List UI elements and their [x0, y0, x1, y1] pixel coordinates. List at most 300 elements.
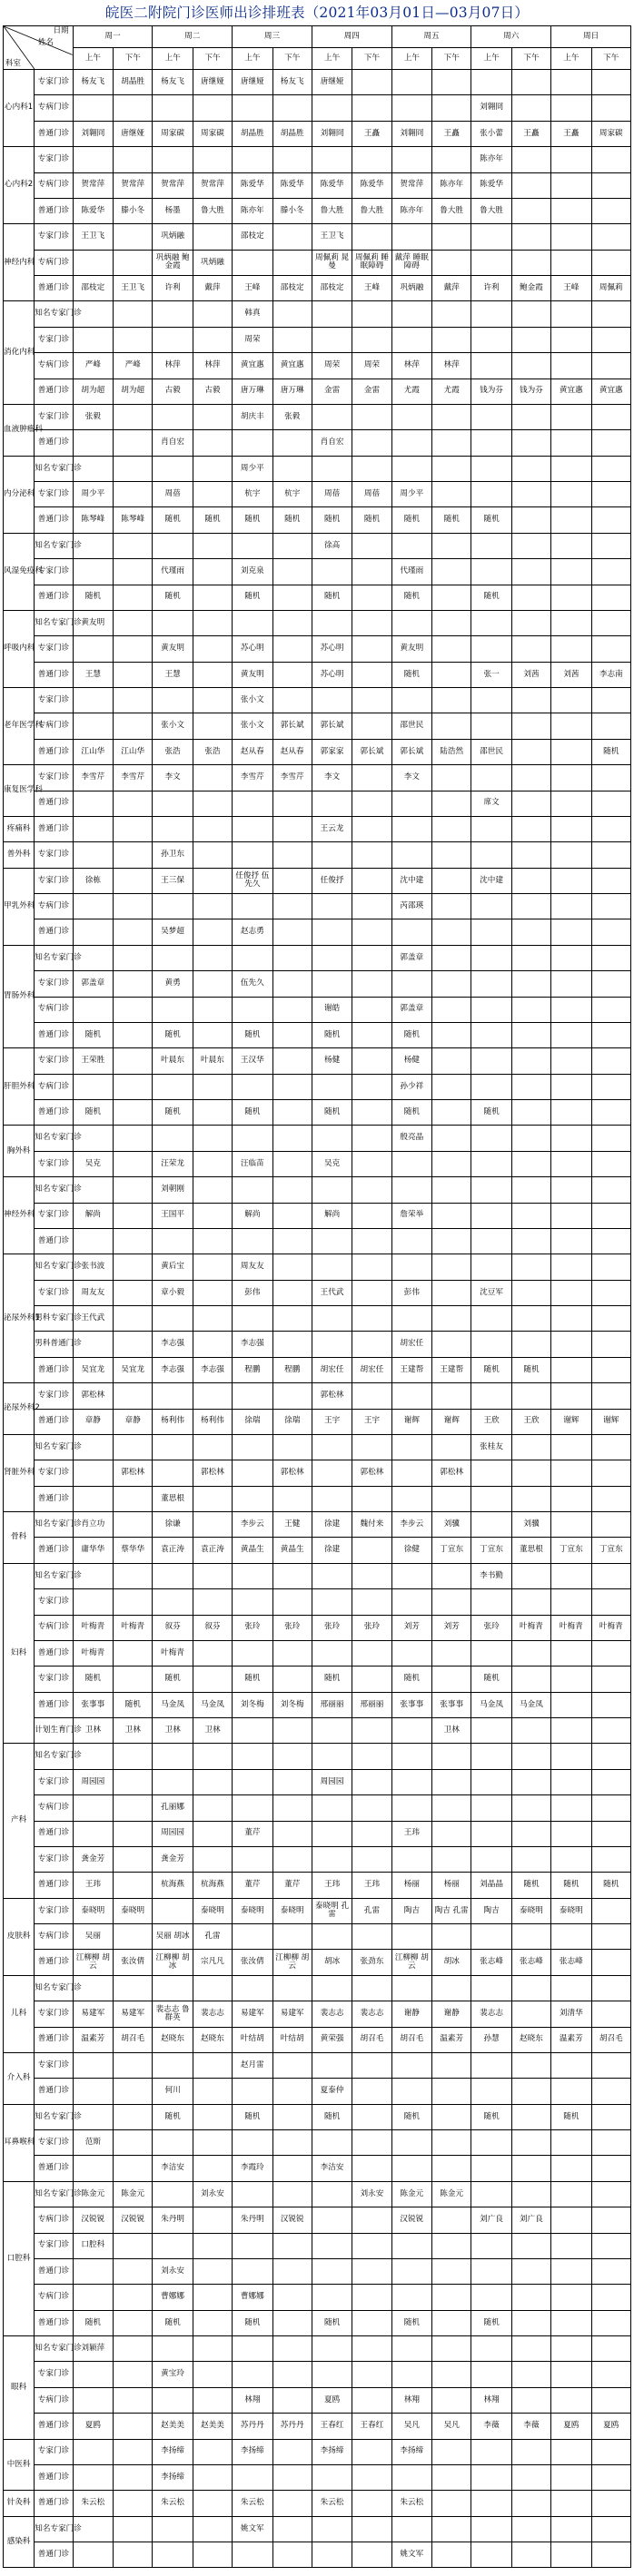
table-row: [4, 1383, 631, 1409]
doctor-cell: [432, 1022, 471, 1047]
doctor-cell: [272, 662, 312, 687]
doctor-cell: [511, 1718, 550, 1744]
doctor-cell: 陈琴峰: [73, 507, 113, 533]
doctor-cell: 吴凡: [391, 2414, 431, 2439]
doctor-cell: [511, 688, 550, 713]
doctor-cell: 叶晨东: [153, 1048, 193, 1074]
doctor-cell: [114, 2362, 153, 2387]
doctor-cell: [391, 2464, 431, 2490]
doctor-cell: 苏丹丹: [272, 2414, 312, 2439]
doctor-cell: [272, 1846, 312, 1872]
doctor-cell: [193, 2362, 232, 2387]
doctor-cell: [551, 353, 591, 379]
doctor-cell: 随机: [391, 662, 431, 687]
doctor-cell: [114, 791, 153, 816]
doctor-cell: [591, 2491, 630, 2516]
doctor-cell: [193, 2464, 232, 2490]
doctor-cell: 金雷: [352, 379, 391, 404]
day-header: 周三: [233, 26, 312, 48]
doctor-cell: [432, 1486, 471, 1511]
table-row: [4, 250, 631, 275]
doctor-cell: [391, 2233, 431, 2258]
doctor-cell: 随机: [193, 507, 232, 533]
doctor-cell: [471, 456, 511, 481]
doctor-cell: [511, 1924, 550, 1950]
clinic-type-cell: 普通门诊: [35, 919, 73, 945]
table-row: [4, 301, 631, 327]
doctor-cell: 钱为芬: [471, 379, 511, 404]
doctor-cell: 马金凤: [471, 1692, 511, 1717]
doctor-cell: 随机: [73, 1100, 113, 1126]
table-row: [4, 1512, 631, 1538]
doctor-cell: 刘永安: [352, 2181, 391, 2207]
table-row: [4, 1306, 631, 1332]
doctor-cell: [511, 1100, 550, 1126]
doctor-cell: [272, 1280, 312, 1305]
doctor-cell: [591, 1022, 630, 1047]
doctor-cell: 郭盖章: [391, 945, 431, 970]
doctor-cell: 张浩: [193, 739, 232, 764]
doctor-cell: [193, 816, 232, 841]
doctor-cell: 贺常萍: [73, 172, 113, 198]
doctor-cell: [391, 1151, 431, 1176]
doctor-cell: [591, 816, 630, 841]
doctor-cell: 姚文军: [391, 2542, 431, 2568]
doctor-cell: [551, 2079, 591, 2104]
doctor-cell: 胡召毛: [352, 2027, 391, 2052]
doctor-cell: [352, 688, 391, 713]
clinic-type-cell: 专家门诊: [35, 70, 73, 95]
doctor-cell: [114, 1306, 153, 1332]
table-row: [4, 2542, 631, 2568]
doctor-cell: [391, 147, 431, 172]
doctor-cell: [272, 1769, 312, 1794]
doctor-cell: 郭松林: [312, 1383, 352, 1409]
doctor-cell: [73, 713, 113, 739]
doctor-cell: [153, 2181, 193, 2207]
doctor-cell: 黄宜惠: [272, 353, 312, 379]
table-row: [4, 1769, 631, 1794]
doctor-cell: 叶结胡: [233, 2027, 272, 2052]
doctor-cell: 随机: [312, 1100, 352, 1126]
doctor-cell: [233, 533, 272, 558]
doctor-cell: [511, 2387, 550, 2413]
doctor-cell: [193, 868, 232, 893]
doctor-cell: [272, 327, 312, 352]
doctor-cell: [233, 1769, 272, 1794]
doctor-cell: 刘骥: [511, 1512, 550, 1538]
doctor-cell: 周佩莉 晁曼: [312, 250, 352, 275]
doctor-cell: 张玲: [312, 1615, 352, 1640]
doctor-cell: [352, 456, 391, 481]
doctor-cell: [511, 2233, 550, 2258]
doctor-cell: 蔡华华: [114, 1538, 153, 1563]
doctor-cell: [312, 456, 352, 481]
doctor-cell: [551, 2439, 591, 2464]
doctor-cell: 泰晓明: [114, 1898, 153, 1923]
doctor-cell: 刘朝刚: [153, 1177, 193, 1203]
table-row: [4, 688, 631, 713]
doctor-cell: 胡召毛: [591, 2027, 630, 2052]
doctor-cell: 随机: [591, 1873, 630, 1898]
doctor-cell: [511, 2001, 550, 2027]
clinic-type-cell: 普通门诊: [35, 2079, 73, 2104]
doctor-cell: 肖自宏: [312, 430, 352, 456]
doctor-cell: 杨健: [391, 1048, 431, 1074]
pm-header: 下午: [272, 48, 312, 70]
doctor-cell: 叙芬: [193, 1615, 232, 1640]
doctor-cell: [193, 945, 232, 970]
doctor-cell: 陈亦年: [432, 172, 471, 198]
doctor-cell: [432, 1821, 471, 1846]
clinic-type-cell: 普通门诊: [35, 1357, 73, 1382]
doctor-cell: 王欣: [511, 1409, 550, 1434]
doctor-cell: [551, 1280, 591, 1305]
doctor-cell: [272, 1126, 312, 1151]
doctor-cell: [511, 713, 550, 739]
clinic-type-cell: 普通门诊: [35, 2464, 73, 2490]
doctor-cell: [272, 997, 312, 1022]
doctor-cell: [551, 1074, 591, 1099]
doctor-cell: 温素芳: [432, 2027, 471, 2052]
doctor-cell: [114, 1821, 153, 1846]
table-row: [4, 1873, 631, 1898]
clinic-type-cell: 知名专家门诊: [35, 945, 73, 970]
doctor-cell: 李雪芹: [233, 765, 272, 791]
table-row: [4, 1589, 631, 1615]
doctor-cell: [193, 1846, 232, 1872]
doctor-cell: [391, 1434, 431, 1460]
table-row: [4, 533, 631, 558]
doctor-cell: [312, 791, 352, 816]
doctor-cell: [114, 2079, 153, 2104]
doctor-cell: 江柳柳 胡云: [391, 1950, 431, 1975]
doctor-cell: 陈亦年: [233, 198, 272, 223]
doctor-cell: [352, 1538, 391, 1563]
clinic-type-cell: 专病门诊: [35, 172, 73, 198]
doctor-cell: [153, 610, 193, 635]
clinic-type-cell: 知名专家门诊: [35, 1254, 73, 1280]
doctor-cell: [591, 1100, 630, 1126]
doctor-cell: 邵世民: [471, 739, 511, 764]
doctor-cell: [591, 1950, 630, 1975]
table-row: [4, 945, 631, 970]
doctor-cell: 李步云: [233, 1512, 272, 1538]
doctor-cell: [312, 610, 352, 635]
doctor-cell: [551, 2207, 591, 2233]
doctor-cell: [114, 971, 153, 997]
doctor-cell: [511, 2285, 550, 2310]
clinic-type-cell: 普通门诊: [35, 662, 73, 687]
doctor-cell: [352, 662, 391, 687]
table-row: [4, 2310, 631, 2335]
doctor-cell: 贺常萍: [153, 172, 193, 198]
doctor-cell: [114, 456, 153, 481]
doctor-cell: 林翔: [471, 2387, 511, 2413]
department-cell: 老年医学科: [4, 688, 35, 765]
doctor-cell: 金雷: [312, 379, 352, 404]
department-cell: 风湿免疫科: [4, 533, 35, 610]
doctor-cell: [511, 430, 550, 456]
doctor-cell: 周蓓: [312, 482, 352, 507]
doctor-cell: [73, 2439, 113, 2464]
clinic-type-cell: 男科专家门诊: [35, 1306, 73, 1332]
doctor-cell: 张浩: [153, 739, 193, 764]
department-cell: 心内科1: [4, 70, 35, 147]
doctor-cell: 裴志志: [352, 2001, 391, 2027]
doctor-cell: 周家碳: [591, 121, 630, 146]
doctor-cell: 夏鸥: [312, 2387, 352, 2413]
doctor-cell: [511, 585, 550, 610]
doctor-cell: [193, 636, 232, 662]
doctor-cell: [432, 533, 471, 558]
doctor-cell: 杨利伟: [193, 1409, 232, 1434]
doctor-cell: 张玲: [272, 1615, 312, 1640]
doctor-cell: [391, 301, 431, 327]
department-cell: 呼吸内科: [4, 610, 35, 687]
doctor-cell: [511, 1280, 550, 1305]
doctor-cell: [471, 430, 511, 456]
doctor-cell: [312, 1228, 352, 1254]
doctor-cell: [432, 404, 471, 429]
doctor-cell: 杨健: [312, 1048, 352, 1074]
doctor-cell: [591, 430, 630, 456]
doctor-cell: [432, 2156, 471, 2181]
doctor-cell: [591, 327, 630, 352]
doctor-cell: [352, 791, 391, 816]
clinic-type-cell: 普通门诊: [35, 1873, 73, 1898]
doctor-cell: [551, 816, 591, 841]
doctor-cell: 唐万琳: [233, 379, 272, 404]
doctor-cell: 巩炳融: [193, 250, 232, 275]
table-row: [4, 2439, 631, 2464]
doctor-cell: [73, 1795, 113, 1821]
doctor-cell: 易建军: [114, 2001, 153, 2027]
doctor-cell: [391, 1486, 431, 1511]
doctor-cell: [511, 945, 550, 970]
doctor-cell: 江柳柳 胡云: [73, 1950, 113, 1975]
doctor-cell: [312, 1795, 352, 1821]
doctor-cell: [233, 1074, 272, 1099]
doctor-cell: [114, 1486, 153, 1511]
doctor-cell: 谢皓: [312, 997, 352, 1022]
doctor-cell: [432, 2233, 471, 2258]
doctor-cell: [272, 2310, 312, 2335]
doctor-cell: [591, 1357, 630, 1382]
doctor-cell: 郭松林: [193, 1460, 232, 1486]
doctor-cell: [233, 1640, 272, 1666]
doctor-cell: [551, 971, 591, 997]
doctor-cell: 郭盖章: [391, 997, 431, 1022]
table-row: [4, 2516, 631, 2542]
doctor-cell: [272, 147, 312, 172]
doctor-cell: [193, 1151, 232, 1176]
clinic-type-cell: 专病门诊: [35, 1795, 73, 1821]
doctor-cell: 王卫飞: [73, 224, 113, 250]
doctor-cell: [551, 456, 591, 481]
doctor-cell: [193, 301, 232, 327]
doctor-cell: [591, 70, 630, 95]
clinic-type-cell: 专家门诊: [35, 1151, 73, 1176]
department-cell: 皮肤科: [4, 1898, 35, 1975]
doctor-cell: [352, 868, 391, 893]
doctor-cell: 王玮: [312, 1873, 352, 1898]
doctor-cell: [511, 1383, 550, 1409]
doctor-cell: 彭伟: [391, 1280, 431, 1305]
doctor-cell: [511, 2052, 550, 2078]
doctor-cell: 贺常萍: [114, 172, 153, 198]
doctor-cell: 戴萍: [432, 276, 471, 301]
doctor-cell: 陈金元: [114, 2181, 153, 2207]
doctor-cell: [391, 791, 431, 816]
doctor-cell: [272, 842, 312, 868]
doctor-cell: 温素芳: [73, 2027, 113, 2052]
doctor-cell: 张事事: [432, 1692, 471, 1717]
doctor-cell: 张玲: [352, 1615, 391, 1640]
doctor-cell: [432, 2310, 471, 2335]
doctor-cell: 刘冬梅: [233, 1692, 272, 1717]
doctor-cell: 李洁安: [312, 2156, 352, 2181]
doctor-cell: [551, 919, 591, 945]
page-title: 皖医二附院门诊医师出诊排班表（2021年03月01日—03月07日）: [104, 5, 530, 21]
doctor-cell: [432, 636, 471, 662]
clinic-type-cell: 专家门诊: [35, 2130, 73, 2156]
doctor-cell: [591, 2052, 630, 2078]
doctor-cell: [312, 1486, 352, 1511]
doctor-cell: 黄宜惠: [233, 353, 272, 379]
doctor-cell: 刘广良: [471, 2207, 511, 2233]
doctor-cell: [511, 1434, 550, 1460]
doctor-cell: 王宇: [352, 1409, 391, 1434]
doctor-cell: [352, 430, 391, 456]
doctor-cell: [193, 1126, 232, 1151]
doctor-cell: 周少平: [233, 456, 272, 481]
table-row: [4, 868, 631, 893]
doctor-cell: [591, 1667, 630, 1692]
doctor-cell: [193, 147, 232, 172]
doctor-cell: [272, 2362, 312, 2387]
pm-header: 下午: [591, 48, 630, 70]
doctor-cell: [73, 95, 113, 121]
doctor-cell: [391, 971, 431, 997]
table-row: [4, 1898, 631, 1923]
doctor-cell: [432, 70, 471, 95]
doctor-cell: [591, 2310, 630, 2335]
doctor-cell: [432, 971, 471, 997]
doctor-cell: 叶梅青: [511, 1615, 550, 1640]
doctor-cell: 周荣: [312, 353, 352, 379]
table-row: [4, 1203, 631, 1228]
clinic-type-cell: 普通门诊: [35, 2027, 73, 2052]
table-row: [4, 1228, 631, 1254]
doctor-cell: 随机: [73, 585, 113, 610]
doctor-cell: [511, 533, 550, 558]
doctor-cell: 周家碳: [193, 121, 232, 146]
doctor-cell: [432, 688, 471, 713]
doctor-cell: 随机: [153, 507, 193, 533]
doctor-cell: [591, 2516, 630, 2542]
doctor-cell: [352, 1589, 391, 1615]
doctor-cell: [193, 95, 232, 121]
doctor-cell: [432, 1306, 471, 1332]
doctor-cell: [352, 2516, 391, 2542]
doctor-cell: 李步云: [391, 1512, 431, 1538]
doctor-cell: 叶结胡: [272, 2027, 312, 2052]
department-cell: 骨科: [4, 1512, 35, 1564]
doctor-cell: 赵晓东: [153, 2027, 193, 2052]
doctor-cell: [114, 1280, 153, 1305]
doctor-cell: [471, 997, 511, 1022]
doctor-cell: [233, 1846, 272, 1872]
doctor-cell: 席文: [471, 791, 511, 816]
doctor-cell: [153, 945, 193, 970]
doctor-cell: 赵志勇: [233, 919, 272, 945]
doctor-cell: [591, 1821, 630, 1846]
doctor-cell: [591, 1228, 630, 1254]
table-row: [4, 2387, 631, 2413]
doctor-cell: 李洁安: [153, 2156, 193, 2181]
doctor-cell: [73, 816, 113, 841]
department-cell: 肾脏外科: [4, 1434, 35, 1511]
clinic-type-cell: 专病门诊: [35, 2285, 73, 2310]
doctor-cell: [551, 1306, 591, 1332]
doctor-cell: [432, 250, 471, 275]
doctor-cell: [511, 1589, 550, 1615]
doctor-cell: [73, 559, 113, 585]
doctor-cell: [432, 2464, 471, 2490]
doctor-cell: [511, 2336, 550, 2362]
doctor-cell: 苏丹丹: [233, 2414, 272, 2439]
doctor-cell: 随机: [312, 1667, 352, 1692]
doctor-cell: [153, 791, 193, 816]
doctor-cell: [73, 327, 113, 352]
doctor-cell: 杨墨: [153, 198, 193, 223]
doctor-cell: [591, 1332, 630, 1357]
doctor-cell: [114, 301, 153, 327]
doctor-cell: [591, 2336, 630, 2362]
doctor-cell: [272, 456, 312, 481]
doctor-cell: 孙慧: [471, 2027, 511, 2052]
doctor-cell: [471, 2052, 511, 2078]
doctor-cell: [312, 1074, 352, 1099]
doctor-cell: [114, 1074, 153, 1099]
doctor-cell: [193, 1744, 232, 1769]
doctor-cell: 郭长斌: [272, 713, 312, 739]
doctor-cell: [272, 95, 312, 121]
table-row: [4, 1486, 631, 1511]
doctor-cell: 卫林: [153, 1718, 193, 1744]
doctor-cell: [114, 95, 153, 121]
clinic-type-cell: 专家门诊: [35, 1460, 73, 1486]
doctor-cell: 孔雷: [352, 1898, 391, 1923]
table-row: [4, 95, 631, 121]
doctor-cell: 丁宣东: [591, 1538, 630, 1563]
table-row: [4, 147, 631, 172]
doctor-cell: [591, 1795, 630, 1821]
doctor-cell: [432, 1151, 471, 1176]
doctor-cell: [114, 842, 153, 868]
doctor-cell: [114, 1254, 153, 1280]
table-row: [4, 1846, 631, 1872]
doctor-cell: 口腔科: [73, 2233, 113, 2258]
doctor-cell: [193, 1280, 232, 1305]
doctor-cell: 周家碳: [153, 121, 193, 146]
clinic-type-cell: 知名专家门诊: [35, 2181, 73, 2207]
doctor-cell: [511, 1022, 550, 1047]
department-cell: 针灸科: [4, 2491, 35, 2516]
doctor-cell: [591, 1048, 630, 1074]
doctor-cell: [432, 1924, 471, 1950]
